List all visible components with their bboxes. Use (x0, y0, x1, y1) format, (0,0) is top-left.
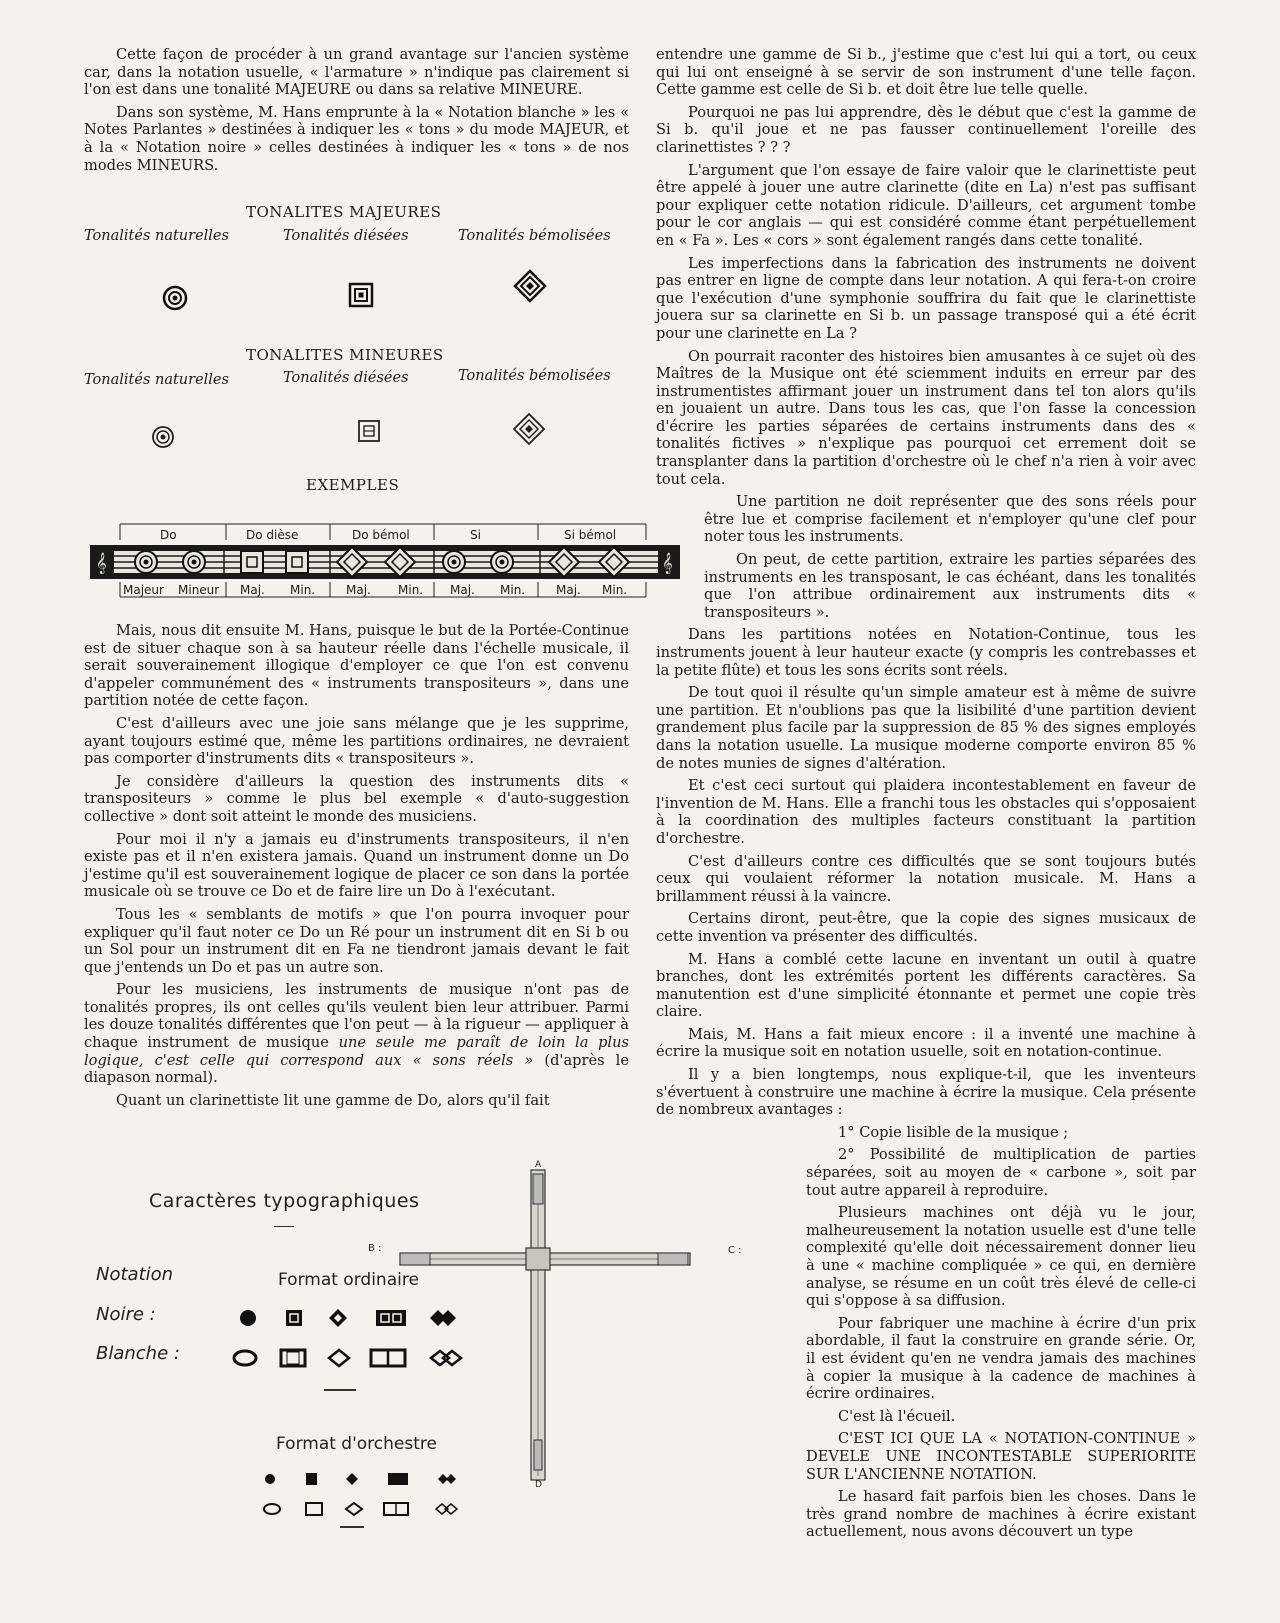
paragraph: Tous les « semblants de motifs » que l'on pourra invoquer pour expliquer qu'il faut noter ce Do un Ré pour un instrument dit en Si b ou un Sol pour un instrument dit en Fa ne tiendront jamais devant le fait que j'entends un Do et pas un autre son. (84, 905, 629, 976)
left-column (84, 46, 629, 179)
paragraph: C'est là l'écueil. (838, 1407, 956, 1425)
tool-label-b: B : (368, 1243, 382, 1254)
text-run: (d'après le diapason normal). (84, 1051, 629, 1087)
label-natural: Tonalités naturelles (84, 372, 229, 388)
paragraph: De tout quoi il résulte qu'un simple amateur est à même de suivre une partition. Et n'oublions pas que la lisibilité d'une partition devient grandement plus facile par la suppression de 85 % des signes employés dans la notation usuelle. La musique moderne comporte environ 85 % de notes munies de signes d'altération. (656, 684, 1196, 772)
staff-sub-label: Maj. (346, 583, 371, 597)
staff-note (491, 551, 513, 573)
staff-sub-label: Min. (602, 583, 628, 597)
minor-flat-icon (512, 412, 546, 446)
left-column-lower (84, 622, 629, 1114)
notation-label: Notation (96, 1264, 174, 1285)
paragraph (84, 981, 629, 1087)
paragraph: Pour moi il n'y a jamais eu d'instruments transpositeurs, il n'en existe pas et il n'en existera jamais. Quand un instrument donne un Do j'estime qu'il est souverainement logique de placer ce son dans la portée musicale où se trouve ce Do et de faire lire un Do à l'exécutant. (84, 830, 629, 901)
format-orchestre-label: Format d'orchestre (276, 1434, 437, 1454)
paragraph: Mais, nous dit ensuite M. Hans, puisque le but de la Portée-Continue est de situer chaque son à sa hauteur réelle dans l'échelle musicale, il serait souverainement illogique d'employer ce que l'on est convenu d'appeler communément des « instruments transpositeurs », dans une partition notée de cette façon. (84, 622, 629, 710)
paragraph: C'est d'ailleurs contre ces difficultés que se sont toujours butés ceux qui voulaient réformer la notation musicale. M. Hans a brillamment réussi à la vaincre. (656, 852, 1196, 905)
paragraph: Les imperfections dans la fabrication des instruments ne doivent pas entrer en ligne de compte dans leur notation. A qui fera-t-on croire que l'exécution d'une symphonie souffrira du fait que le clarinettiste jouera sur sa clarinette en Si b. un passage transposé qui a été écrit pour une clarinette en La ? (656, 254, 1196, 342)
paragraph: C'est d'ailleurs avec une joie sans mélange que je les supprime, ayant toujours estimé que, même les partitions ordinaires, ne devraient pas comporter d'instruments dits « transpositeurs ». (84, 714, 629, 768)
paragraph: M. Hans a comblé cette lacune en inventant un outil à quatre branches, dont les extrémités portent les différents caractères. Sa manutention est d'une simplicité étonnante et permet une copie très claire. (656, 950, 1196, 1021)
format-ordinaire-label: Format ordinaire (278, 1270, 419, 1290)
svg-text:𝄞: 𝄞 (662, 553, 673, 574)
paragraph: Quant un clarinettiste lit une gamme de Do, alors qu'il fait (116, 1091, 550, 1109)
paragraph: On peut, de cette partition, extraire les parties séparées des instruments en les transposant, le cas échéant, dans les tonalités que l'on attribue ordinairement aux instruments dits « transpositeurs ». (704, 551, 1196, 621)
list-item: 1° Copie lisible de la musique ; (838, 1123, 1069, 1141)
staff-note (183, 551, 205, 573)
staff-band (90, 545, 680, 579)
list-item: 2° Possibilité de multiplication de parties séparées, soit au moyen de « carbone », soit par tout autre appareil à reproduire. (806, 1146, 1196, 1199)
divider (324, 1389, 356, 1392)
staff-sub-label: Mineur (178, 583, 220, 597)
divider (274, 1226, 294, 1228)
paragraph: Plusieurs machines ont déjà vu le jour, malheureusement la notation usuelle est d'une telle complexité qu'elle doit nécessairement donner lieu à une « machine compliquée » ce qui, en dernière analyse, se résume en un coût très élevé de celle-ci qui s'oppose à sa diffusion. (806, 1204, 1196, 1310)
staff-label-do: Do (160, 528, 177, 542)
staff-sub-label: Min. (500, 583, 526, 597)
paragraph: Dans les partitions notées en Notation-Continue, tous les instruments jouent à leur hauteur exacte (y compris les contrebasses et la petite flûte) et tous les sons écrits sont réels. (656, 626, 1196, 679)
paragraph: entendre une gamme de Si b., j'estime que c'est lui qui a tort, ou ceux qui lui ont enseigné à se servir de son instrument d'une telle façon. Cette gamme est celle de Si b. et doit être lue telle quelle. (656, 46, 1196, 99)
major-sharp-icon (346, 280, 376, 310)
divider (340, 1526, 364, 1529)
orchestre-blanche-row (262, 1500, 462, 1518)
staff-note (241, 551, 263, 573)
paragraph: Mais, M. Hans a fait mieux encore : il a inventé une machine à écrire la musique soit en notation usuelle, soit en notation-continue. (656, 1025, 1196, 1061)
tool-label-a: A (535, 1160, 542, 1170)
paragraph: On pourrait raconter des histoires bien amusantes à ce sujet où des Maîtres de la Musique ont été sciemment induits en erreur par des instrumentistes affirmant jouer un instrument dans tel ton alors qu'ils en jouaient un autre. Dans tous les cas, que l'on fasse la concession d'écrire les parties séparées de certains instruments dans des « tonalités fictives » n'explique pas pourquoi cet errement doit se transplanter dans la partition d'orchestre où le chef n'a rien à voir avec tout cela. (656, 347, 1196, 488)
paragraph: Certains diront, peut-être, que la copie des signes musicaux de cette invention va présenter des difficultés. (656, 910, 1196, 945)
blanche-label: Blanche : (96, 1343, 180, 1364)
staff-label-do-diese: Do dièse (246, 528, 299, 542)
label-natural: Tonalités naturelles (84, 228, 229, 244)
tool-label-d: D (535, 1480, 542, 1490)
label-flat: Tonalités bémolisées (458, 368, 611, 384)
right-column (656, 46, 1196, 1546)
svg-text:𝄞: 𝄞 (96, 553, 107, 574)
staff-sub-label: Min. (398, 583, 424, 597)
paragraph: Cette façon de procéder à un grand avantage sur l'ancien système car, dans la notation usuelle, « l'armature » n'indique pas clairement si l'on est dans une tonalité MAJEURE ou dans sa relative MINEURE. (84, 46, 629, 99)
paragraph: Le hasard fait parfois bien les choses. Dans le très grand nombre de machines à écrire existant actuellement, nous avons découvert un type (806, 1488, 1196, 1541)
minor-natural-icon (149, 423, 177, 451)
minor-sharp-icon (356, 418, 382, 444)
paragraph: Une partition ne doit représenter que des sons réels pour être lue et comprise facilement et n'employer qu'une clef pour noter tous les instruments. (704, 493, 1196, 546)
noire-label: Noire : (96, 1304, 156, 1325)
staff-sub-label: Min. (290, 583, 316, 597)
paragraph: Pourquoi ne pas lui apprendre, dès le début que c'est la gamme de Si b. qu'il joue et ne pas fausser continuellement l'oreille des clarinettistes ? ? ? (656, 103, 1196, 156)
staff-note (443, 551, 465, 573)
text-run-italic: une seule me paraît de loin la plus logique, c'est celle qui correspond aux « sons réels » (84, 1034, 629, 1069)
paragraph: C'EST ICI QUE LA « NOTATION-CONTINUE » DEVELE UNE INCONTESTABLE SUPERIORITE SUR L'ANCIENNE NOTATION. (806, 1430, 1196, 1483)
paragraph: Et c'est ceci surtout qui plaidera incontestablement en faveur de l'invention de M. Hans. Elle a franchi tous les obstacles qui s'opposaient à la coordination des multiples facteurs constituant la partition d'orchestre. (656, 777, 1196, 847)
label-sharp: Tonalités diésées (283, 370, 409, 386)
label-flat: Tonalités bémolisées (458, 228, 611, 244)
paragraph: Je considère d'ailleurs la question des instruments dits « transpositeurs » comme le plus bel exemple « d'auto-suggestion collective » dont soit atteint le monde des musiciens. (84, 772, 629, 825)
staff-label-si-bemol: Si bémol (564, 528, 617, 542)
paragraph: Pour fabriquer une machine à écrire d'un prix abordable, il faut la construire en grande série. Or, il est évident qu'en ne vendra jamais des machines à copier la musique à la cadence de machines à écrire ordinaires. (806, 1314, 1196, 1403)
staff-note (286, 551, 308, 573)
staff-sub-label: Maj. (450, 583, 475, 597)
text-run: Pour les musiciens, les instruments de musique n'ont pas de tonalités propres, ils ont celles qu'ils veulent bien leur attribuer. Parmi les douze tonalités différentes que l'on peut — à la rigueur — appliquer à chaque instrument de musique (84, 981, 629, 1052)
figure-title: Caractères typographiques (149, 1190, 420, 1212)
minor-title: TONALITES MINEURES (246, 346, 444, 364)
paragraph: Dans son système, M. Hans emprunte à la « Notation blanche » les « Notes Parlantes » destinées à indiquer les « tons » du mode MAJEUR, et à la « Notation noire » celles destinées à indiquer les « tons » de nos modes MINEURS. (84, 103, 629, 174)
staff-note (135, 551, 157, 573)
paragraph: Il y a bien longtemps, nous explique-t-il, que les inventeurs s'évertuent à construire une machine à écrire la musique. Cela présente de nombreux avantages : (656, 1066, 1196, 1119)
major-flat-icon (513, 269, 547, 303)
major-title: TONALITES MAJEURES (246, 203, 442, 221)
staff-label-do-bemol: Do bémol (352, 528, 410, 542)
paragraph: L'argument que l'on essaye de faire valoir que le clarinettiste peut être appelé à jouer une autre clarinette (dite en La) n'est pas suffisant pour expliquer cette notation ridicule. D'ailleurs, cet argument tombe pour le cor anglais — qui est considéré comme étant perpétuellement en « Fa ». Les « cors » sont également rangés dans cette tonalité. (656, 161, 1196, 249)
staff-sub-label: Majeur (123, 583, 164, 597)
examples-title: EXEMPLES (306, 476, 400, 494)
tool-label-c: C : (728, 1245, 742, 1256)
staff-label-si: Si (470, 528, 481, 542)
staff-sub-label: Maj. (556, 583, 581, 597)
major-natural-icon (160, 283, 190, 313)
staff-sub-label: Maj. (240, 583, 265, 597)
label-sharp: Tonalités diésées (283, 228, 409, 244)
